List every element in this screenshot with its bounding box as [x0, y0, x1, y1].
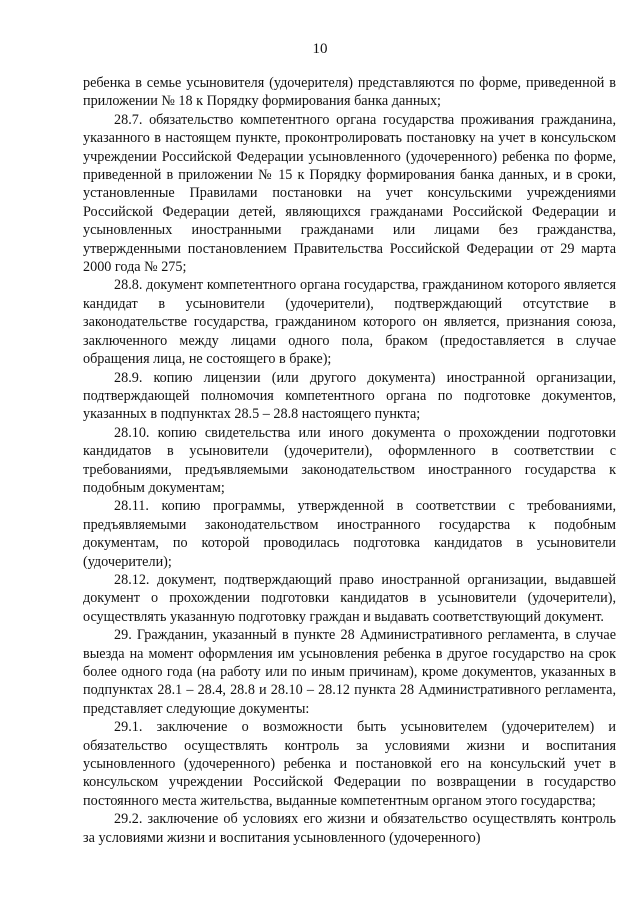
- paragraph-28-9: 28.9. копию лицензии (или другого документа) иностранной организации, подтверждающей полномочия компетентного органа по подготовке документов, указанных в подпунктах 28.5 – 28.8 настоящего пункта;: [83, 369, 616, 423]
- paragraph-29-2: 29.2. заключение об условиях его жизни и обязательство осуществлять контроль за условиями жизни и воспитания усыновленного (удочеренного): [83, 811, 616, 846]
- paragraph-28-11: 28.11. копию программы, утвержденной в соответствии с требованиями, предъявляемыми законодательством иностранного государства к подобным документам, по которой проводилась подготовка кандидатов в усыновители (удочерители);: [83, 498, 616, 570]
- paragraph-28-8: 28.8. документ компетентного органа государства, гражданином которого является кандидат в усыновители (удочерители), подтверждающий отсутствие в законодательстве государства, гражданином которого он является, признания союза, заключенного между лицами одного пола, браком (предоставляется в случае обращения лица, не состоящего в браке);: [83, 277, 616, 368]
- paragraph-28-7: 28.7. обязательство компетентного органа государства проживания гражданина, указанного в настоящем пункте, проконтролировать постановку на учет в консульском учреждении Российской Федерации усыновленного (удочеренного) ребенка по форме, приведенной в приложении № 15 к Порядку формирования банка данных, и в сроки, установленные Правилами постановки на учет консульскими учреждениями Российской Федерации детей, являющихся гражданами Российской Федерации и усыновленных иностранными гражданами или лицами без гражданства, утвержденными постановлением Правительства Российской Федерации от 29 марта 2000 года № 275;: [83, 111, 616, 276]
- paragraph-28-12: 28.12. документ, подтверждающий право иностранной организации, выдавшей документ о прохождении подготовки кандидатов в усыновители (удочерители), осуществлять указанную подготовку граждан и выдавать соответствующий документ.: [83, 571, 616, 625]
- paragraph-1: ребенка в семье усыновителя (удочерителя) представляются по форме, приведенной в приложении № 18 к Порядку формирования банка данных;: [83, 75, 616, 110]
- page-number: 10: [312, 41, 328, 57]
- paragraph-29-1: 29.1. заключение о возможности быть усыновителем (удочерителем) и обязательство осуществлять контроль за условиями жизни и воспитания усыновленного (удочеренного) ребенка и постановкой его на консульский учет в консульском учреждении Российской Федерации по возвращении в государство постоянного места жительства, выданные компетентным органом этого государства;: [83, 719, 616, 809]
- paragraph-28-10: 28.10. копию свидетельства или иного документа о прохождении подготовки кандидатов в усыновители (удочерители), оформленного в соответствии с требованиями, предъявляемыми законодательством иностранного государства к подобным документам;: [83, 424, 616, 496]
- document-body: [83, 74, 616, 847]
- paragraph-29: 29. Гражданин, указанный в пункте 28 Административного регламента, в случае выезда на момент оформления им усыновления ребенка в другое государство на срок более одного года (на работу или по иным причинам), кроме документов, указанных в подпунктах 28.1 – 28.4, 28.8 и 28.10 – 28.12 пункта 28 Административного регламента, представляет следующие документы:: [83, 627, 616, 717]
